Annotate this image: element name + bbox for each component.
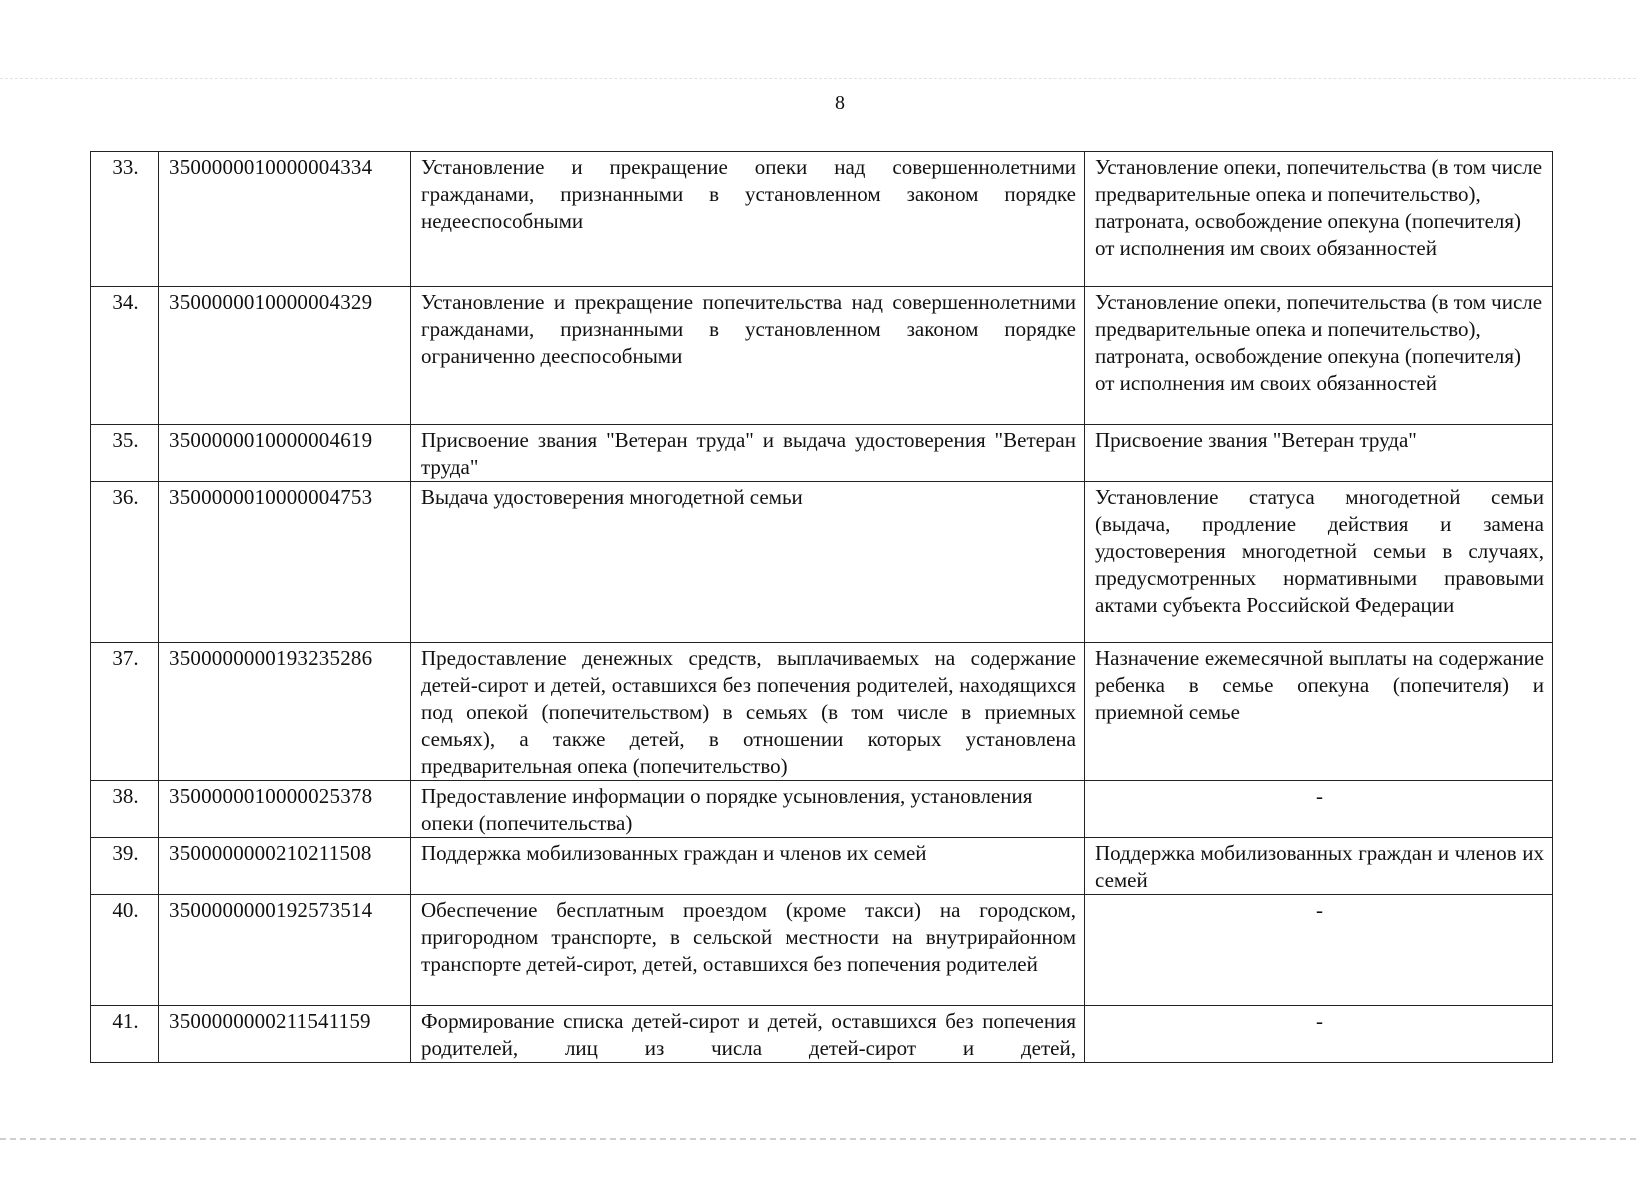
service-code: 3500000010000004753 [159,482,411,643]
table-row [91,643,1553,781]
row-number: 40. [91,895,159,1006]
service-name: Предоставление денежных средств, выплачиваемых на содержание детей-сирот и детей, оставшихся без попечения родителей, находящихся под опекой (попечительством) в семьях (в том числе в приемных семьях), а также детей, в отношении которых установлена предварительная опека (попечительство) [411,643,1085,781]
epgu-service-name: Установление опеки, попечительства (в том числе предварительные опека и попечительство), патроната, освобождение опекуна (попечителя) от исполнения им своих обязанностей [1085,152,1553,287]
epgu-service-name: Назначение ежемесячной выплаты на содержание ребенка в семье опекуна (попечителя) и приемной семье [1085,643,1553,781]
services-table [90,151,1553,1063]
service-name: Присвоение звания "Ветеран труда" и выдача удостоверения "Ветеран труда" [411,425,1085,482]
epgu-service-name: Присвоение звания "Ветеран труда" [1085,425,1553,482]
scan-artifact-top [0,78,1636,79]
table-row [91,895,1553,1006]
service-code: 3500000010000004334 [159,152,411,287]
epgu-service-name: - [1085,1006,1553,1063]
row-number: 34. [91,287,159,425]
service-code: 3500000010000004619 [159,425,411,482]
epgu-service-name: - [1085,895,1553,1006]
epgu-service-name: - [1085,781,1553,838]
epgu-service-name: Установление опеки, попечительства (в том числе предварительные опека и попечительство), патроната, освобождение опекуна (попечителя) от исполнения им своих обязанностей [1085,287,1553,425]
epgu-service-name: Поддержка мобилизованных граждан и членов их семей [1085,838,1553,895]
row-number: 33. [91,152,159,287]
service-code: 3500000000210211508 [159,838,411,895]
row-number: 39. [91,838,159,895]
service-code: 3500000010000025378 [159,781,411,838]
table-row [91,838,1553,895]
row-number: 41. [91,1006,159,1063]
table-row [91,287,1553,425]
service-name: Установление и прекращение опеки над совершеннолетними гражданами, признанными в установленном законом порядке недееспособными [411,152,1085,287]
table-row [91,425,1553,482]
table-row [91,482,1553,643]
scan-artifact-bottom [0,1138,1636,1140]
row-number: 37. [91,643,159,781]
service-code: 3500000000192573514 [159,895,411,1006]
service-name: Поддержка мобилизованных граждан и членов их семей [411,838,1085,895]
service-name: Формирование списка детей-сирот и детей, оставшихся без попечения родителей, лиц из числа детей-сирот и детей, [411,1006,1085,1063]
row-number: 36. [91,482,159,643]
service-name: Установление и прекращение попечительства над совершеннолетними гражданами, признанными в установленном законом порядке ограниченно дееспособными [411,287,1085,425]
epgu-service-name: Установление статуса многодетной семьи (выдача, продление действия и замена удостоверения многодетной семьи в случаях, предусмотренных нормативными правовыми актами субъекта Российской Федерации [1085,482,1553,643]
row-number: 35. [91,425,159,482]
service-code: 3500000010000004329 [159,287,411,425]
service-name: Обеспечение бесплатным проездом (кроме такси) на городском, пригородном транспорте, в сельской местности на внутрирайонном транспорте детей-сирот, детей, оставшихся без попечения родителей [411,895,1085,1006]
table-row [91,1006,1553,1063]
table-row [91,152,1553,287]
table-row [91,781,1553,838]
page-number: 8 [835,92,845,114]
service-code: 3500000000193235286 [159,643,411,781]
service-name: Предоставление информации о порядке усыновления, установления опеки (попечительства) [411,781,1085,838]
row-number: 38. [91,781,159,838]
service-name: Выдача удостоверения многодетной семьи [411,482,1085,643]
service-code: 3500000000211541159 [159,1006,411,1063]
